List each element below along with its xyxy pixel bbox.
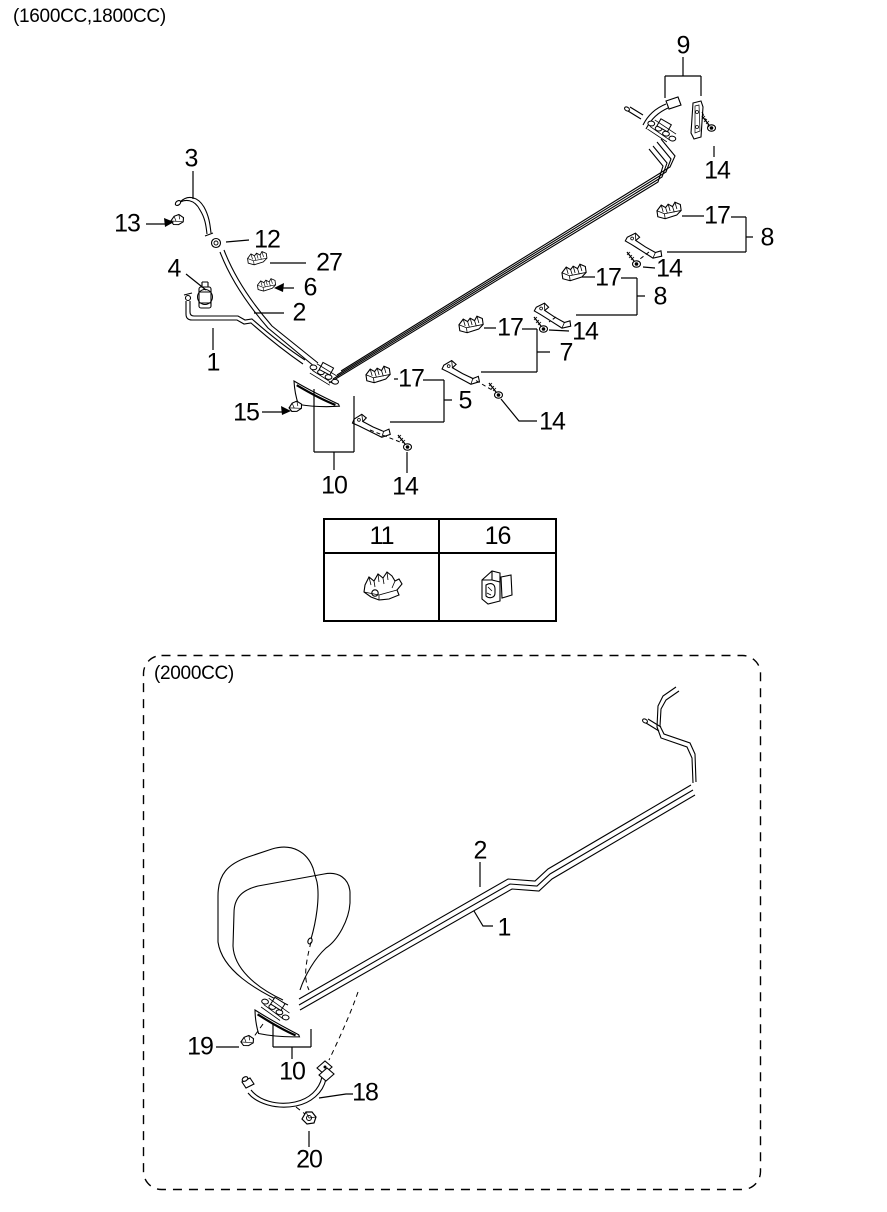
pipe-clip-17b [561, 264, 587, 282]
callout-9: 9 [676, 31, 690, 60]
callout-8-b: 8 [653, 282, 667, 311]
upper-section-title: (1600CC,1800CC) [13, 6, 166, 27]
callout-8-a: 8 [760, 223, 774, 252]
screw-14-d [398, 435, 412, 450]
callout-6: 6 [303, 273, 317, 302]
center-pipe-clamp [308, 361, 340, 386]
rear-bracket [691, 101, 703, 139]
callout-7: 7 [559, 338, 573, 367]
pipe-clip-6 [257, 278, 276, 292]
pipe-clip-17c [458, 316, 484, 334]
callout-27: 27 [316, 248, 342, 277]
callout-20: 20 [296, 1145, 322, 1174]
callout-17-a: 17 [704, 201, 730, 230]
callout-4: 4 [167, 254, 181, 283]
legend-header-16 [440, 520, 555, 554]
callout-5: 5 [458, 386, 472, 415]
screw-14-c [489, 383, 503, 398]
callout-10-lower: 10 [279, 1057, 305, 1086]
callout-17-b: 17 [595, 263, 621, 292]
callout-2: 2 [292, 298, 306, 327]
clip-legend-table [323, 518, 557, 622]
callout-14-d: 14 [539, 407, 565, 436]
pipe-clamp-icon [478, 568, 518, 606]
callout-14-a: 14 [704, 156, 730, 185]
two-way-valve [198, 282, 213, 308]
callout-2-lower: 2 [473, 836, 487, 865]
legend-icon-cell-11 [325, 554, 440, 620]
pipe-clip-icon [359, 569, 405, 605]
callout-12: 12 [254, 225, 280, 254]
callout-17-d: 17 [398, 364, 424, 393]
callout-14-c: 14 [572, 317, 598, 346]
callout-18: 18 [352, 1078, 378, 1107]
callout-19: 19 [187, 1032, 213, 1061]
callout-15: 15 [233, 398, 259, 427]
bracket-8b [532, 301, 575, 330]
grommet [212, 239, 221, 248]
callout-3: 3 [184, 144, 198, 173]
screw-14-a [627, 252, 641, 267]
main-pipe-bundle [329, 139, 675, 383]
callout-14-b: 14 [656, 254, 682, 283]
legend-number-11: 11 [369, 521, 394, 550]
main-pipe-bundle-lower [299, 687, 696, 1010]
callout-10: 10 [321, 471, 347, 500]
screw-14-top [702, 116, 716, 131]
legend-header-11 [325, 520, 440, 554]
callout-14-e: 14 [392, 472, 418, 501]
bracket-7 [440, 359, 482, 385]
hose-clip-13 [170, 214, 185, 226]
clip-19 [240, 1035, 255, 1047]
lower-section-title: (2000CC) [154, 663, 234, 684]
rear-pipe-clamp [646, 117, 679, 143]
callout-17-c: 17 [497, 313, 523, 342]
callout-13: 13 [114, 209, 140, 238]
pipe-clip-17d [365, 366, 391, 384]
callout-1: 1 [206, 348, 220, 377]
legend-icon-cell-16 [440, 554, 555, 620]
legend-number-16: 16 [484, 521, 511, 550]
bracket-5 [351, 413, 392, 438]
callout-1-lower: 1 [497, 913, 511, 942]
pipe-clip-17a [656, 202, 682, 220]
screw-14-b [534, 317, 548, 332]
